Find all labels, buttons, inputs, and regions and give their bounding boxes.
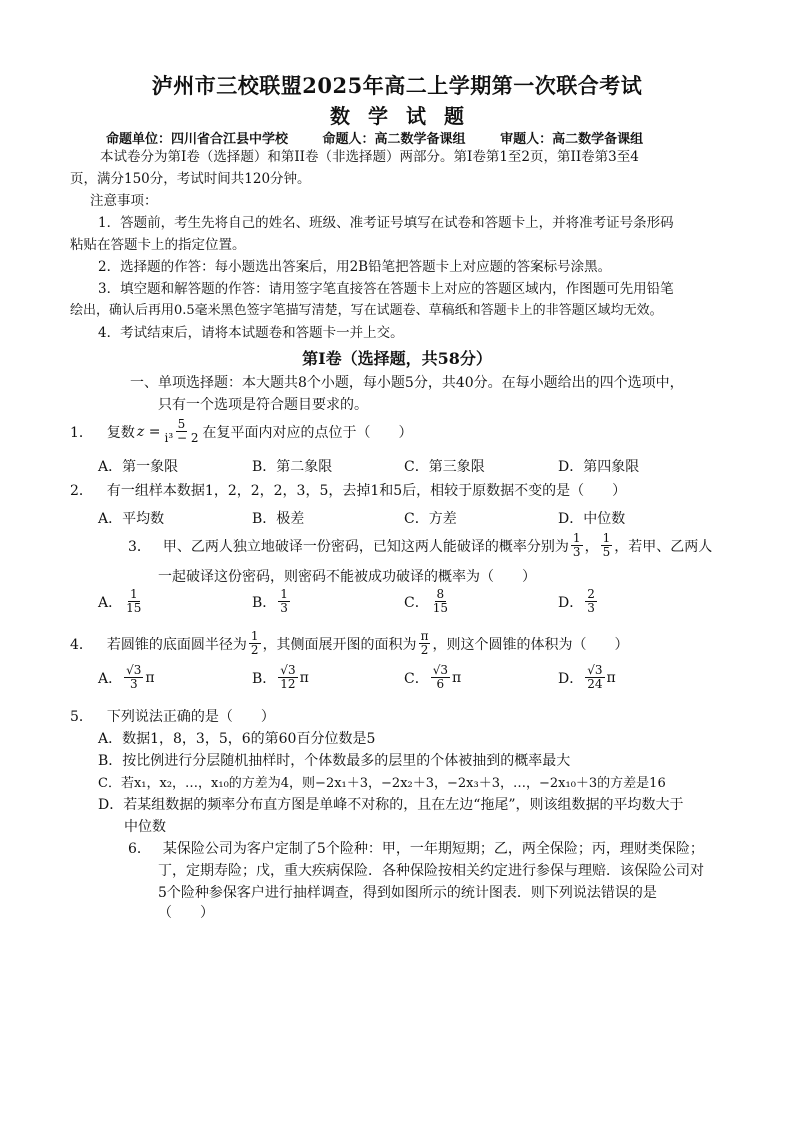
question-4 [70, 630, 628, 657]
author-label: 命题人：高二数学备课组 [322, 132, 466, 147]
reviewer-label: 审题人：高二数学备课组 [500, 132, 644, 147]
question-5 [70, 706, 275, 726]
q3-f1-denominator: 3 [572, 545, 581, 559]
q4-a-num: √3 [126, 663, 142, 677]
q5-option-b[interactable]: B．按比例进行分层随机抽样时，个体数最多的层里的个体被抽到的概率最大 [98, 753, 571, 769]
q4-option-a[interactable] [98, 664, 155, 691]
q4-option-c-fraction [431, 664, 450, 691]
q1-option-c[interactable]: C．第三象限 [404, 459, 485, 475]
q3-c-num: 8 [436, 587, 445, 601]
q4-fraction-2 [419, 630, 431, 657]
q2-text: 有一组样本数据1，2，2，2，3，5，去掉1和5后，相较于原数据不变的是（ ） [106, 483, 627, 499]
q5-text: 下列说法正确的是（ ） [106, 709, 275, 725]
q4-mid: ，其侧面展开图的面积为 [262, 636, 417, 653]
q3-f2-numerator: 1 [602, 531, 611, 545]
q3-d-num: 2 [587, 587, 595, 601]
q3-option-a-fraction [124, 588, 143, 615]
q3-option-b[interactable] [252, 588, 292, 615]
section-instruction-1: 一、单项选择题：本大题共8个小题，每小题5分，共40分。在每小题给出的四个选项中， [130, 375, 684, 391]
q5-number: 5． [70, 709, 93, 725]
notice-1b: 粘贴在答题卡上的指定位置。 [70, 237, 246, 253]
q1-option-a[interactable]: A．第一象限 [98, 459, 179, 475]
q3-fraction-2 [601, 532, 613, 559]
intro-line-1: 本试卷分为第I卷（选择题）和第II卷（非选择题）两部分。第I卷第1至2页，第II卷第3至4 [100, 149, 639, 165]
q4-option-d[interactable] [558, 664, 616, 691]
q6-line-1: 某保险公司为客户定制了5个险种：甲，一年期短期；乙，两全保险；丙，理财类保险； [162, 841, 704, 857]
q3-pre: 甲、乙两人独立地破译一份密码，已知这两人能破译的概率分别为 [162, 538, 569, 555]
notice-4: 4．考试结束后，请将本试题卷和答题卡一并上交。 [98, 325, 404, 341]
q4-option-d-fraction [585, 664, 604, 691]
q4-b-num: √3 [280, 663, 296, 677]
q3-a-den: 15 [126, 601, 142, 615]
q4-option-b-pi: π [299, 669, 309, 686]
q4-f2-denominator: 2 [420, 643, 429, 657]
q3-option-d-label: D． [558, 594, 584, 611]
q4-fraction-1 [249, 630, 261, 657]
q4-d-den: 24 [587, 677, 603, 691]
notice-3b: 绘出，确认后再用0.5毫米黑色签字笔描写清楚，写在试题卷、草稿纸和答题卡上的非答题区域均无效。 [70, 303, 663, 318]
q3-option-c-fraction [431, 588, 450, 615]
q5-option-a[interactable]: A．数据1，8，3，5，6的第60百分位数是5 [98, 731, 376, 747]
q4-number: 4． [70, 636, 93, 653]
q6-line-2: 丁，定期寿险；戊，重大疾病保险．各种保险按相关约定进行参保与理赔．该保险公司对 [158, 863, 704, 879]
q4-option-c-label: C． [404, 670, 429, 687]
q4-option-b[interactable] [252, 664, 309, 691]
q3-fraction-1 [571, 532, 583, 559]
question-6 [128, 838, 704, 858]
q3-option-a[interactable] [98, 588, 145, 615]
q3-option-d[interactable] [558, 588, 599, 615]
q3-line-2: 一起破译这份密码，则密码不能被成功破译的概率为（ ） [158, 569, 536, 585]
q3-d-den: 3 [587, 601, 595, 615]
q4-option-b-fraction [278, 664, 297, 691]
q1-pre: 复数 [106, 424, 135, 441]
q6-line-4: （ ） [158, 905, 214, 921]
q3-f2-denominator: 5 [602, 545, 611, 559]
q1-post: 在复平面内对应的点位于（ ） [202, 424, 413, 441]
q1-fraction-numerator: 5 [177, 417, 186, 431]
q2-option-a[interactable]: A．平均数 [98, 511, 165, 527]
q4-c-den: 6 [436, 677, 445, 691]
section-instruction-2: 只有一个选项是符合题目要求的。 [158, 397, 368, 413]
q4-c-num: √3 [432, 663, 448, 677]
q4-b-den: 12 [280, 677, 296, 691]
q5-option-c[interactable]: C．若x₁，x₂，…，x₁₀的方差为4，则−2x₁＋3，−2x₂＋3，−2x₃＋3，…，−2x₁₀＋3的方差是16 [98, 776, 666, 791]
q3-f1-numerator: 1 [572, 531, 581, 545]
q1-option-b[interactable]: B．第二象限 [252, 459, 333, 475]
q3-option-a-label: A． [98, 594, 123, 611]
q4-option-a-pi: π [145, 669, 155, 686]
question-1 [70, 418, 412, 445]
q1-option-d[interactable]: D．第四象限 [558, 459, 640, 475]
q4-option-a-fraction [124, 664, 143, 691]
q1-fraction-denominator: i³ − 2 [164, 431, 199, 445]
q4-option-c[interactable] [404, 664, 461, 691]
question-2 [70, 480, 626, 500]
q3-option-c-label: C． [404, 594, 429, 611]
exam-meta [106, 128, 673, 147]
q4-f1-numerator: 1 [250, 629, 259, 643]
q3-b-num: 1 [280, 587, 288, 601]
q4-d-num: √3 [587, 663, 603, 677]
q4-option-d-pi: π [606, 669, 616, 686]
q3-option-d-fraction [585, 588, 597, 615]
exam-title: 泸州市三校联盟2025年高二上学期第一次联合考试 [151, 73, 643, 98]
q5-option-d[interactable]: D．若某组数据的频率分布直方图是单峰不对称的，且在左边“拖尾”，则该组数据的平均数大于 [98, 797, 684, 813]
q6-number: 6． [128, 841, 151, 857]
q1-number: 1． [70, 424, 93, 441]
section-title: 第I卷（选择题，共58分） [302, 349, 492, 368]
q2-option-c[interactable]: C．方差 [404, 511, 457, 527]
exam-subtitle: 数学试题 [330, 104, 482, 128]
q2-option-b[interactable]: B．极差 [252, 511, 305, 527]
q3-b-den: 3 [280, 601, 288, 615]
q3-post: ，若甲、乙两人 [614, 538, 713, 555]
notice-2: 2．选择题的作答：每小题选出答案后，用2B铅笔把答题卡上对应题的答案标号涂黑。 [98, 259, 612, 275]
q4-option-b-label: B． [252, 670, 277, 687]
q4-f1-denominator: 2 [250, 643, 259, 657]
q4-a-den: 3 [129, 677, 138, 691]
notice-title: 注意事项： [90, 193, 158, 209]
q3-c-den: 15 [432, 601, 448, 615]
q3-separator: ， [584, 538, 599, 555]
q5-option-d-cont: 中位数 [124, 819, 166, 835]
q1-fraction [162, 418, 200, 445]
q3-number: 3． [128, 538, 151, 555]
q4-post: ，则这个圆锥的体积为（ ） [432, 636, 629, 653]
question-3 [128, 532, 712, 559]
q1-variable: z = [136, 423, 161, 440]
q4-option-a-label: A． [98, 670, 123, 687]
q3-option-b-fraction [278, 588, 290, 615]
notice-3a: 3．填空题和解答题的作答：请用签字笔直接答在答题卡上对应的答题区域内，作图题可先用铅笔 [98, 281, 674, 297]
q4-pre: 若圆锥的底面圆半径为 [106, 636, 247, 653]
q2-number: 2． [70, 483, 93, 499]
q6-line-3: 5个险种参保客户进行抽样调查，得到如图所示的统计图表．则下列说法错误的是 [158, 885, 657, 901]
intro-line-2: 页，满分150分，考试时间共120分钟。 [70, 171, 311, 187]
q3-option-c[interactable] [404, 588, 452, 615]
q4-option-c-pi: π [452, 669, 462, 686]
q4-f2-numerator: π [420, 629, 429, 643]
q3-a-num: 1 [129, 587, 138, 601]
unit-label: 命题单位：四川省合江县中学校 [106, 132, 289, 147]
notice-1a: 1．答题前，考生先将自己的姓名、班级、准考证号填写在试卷和答题卡上，并将准考证号条形码 [98, 215, 674, 231]
q2-option-d[interactable]: D．中位数 [558, 511, 626, 527]
q3-option-b-label: B． [252, 594, 277, 611]
q4-option-d-label: D． [558, 670, 584, 687]
